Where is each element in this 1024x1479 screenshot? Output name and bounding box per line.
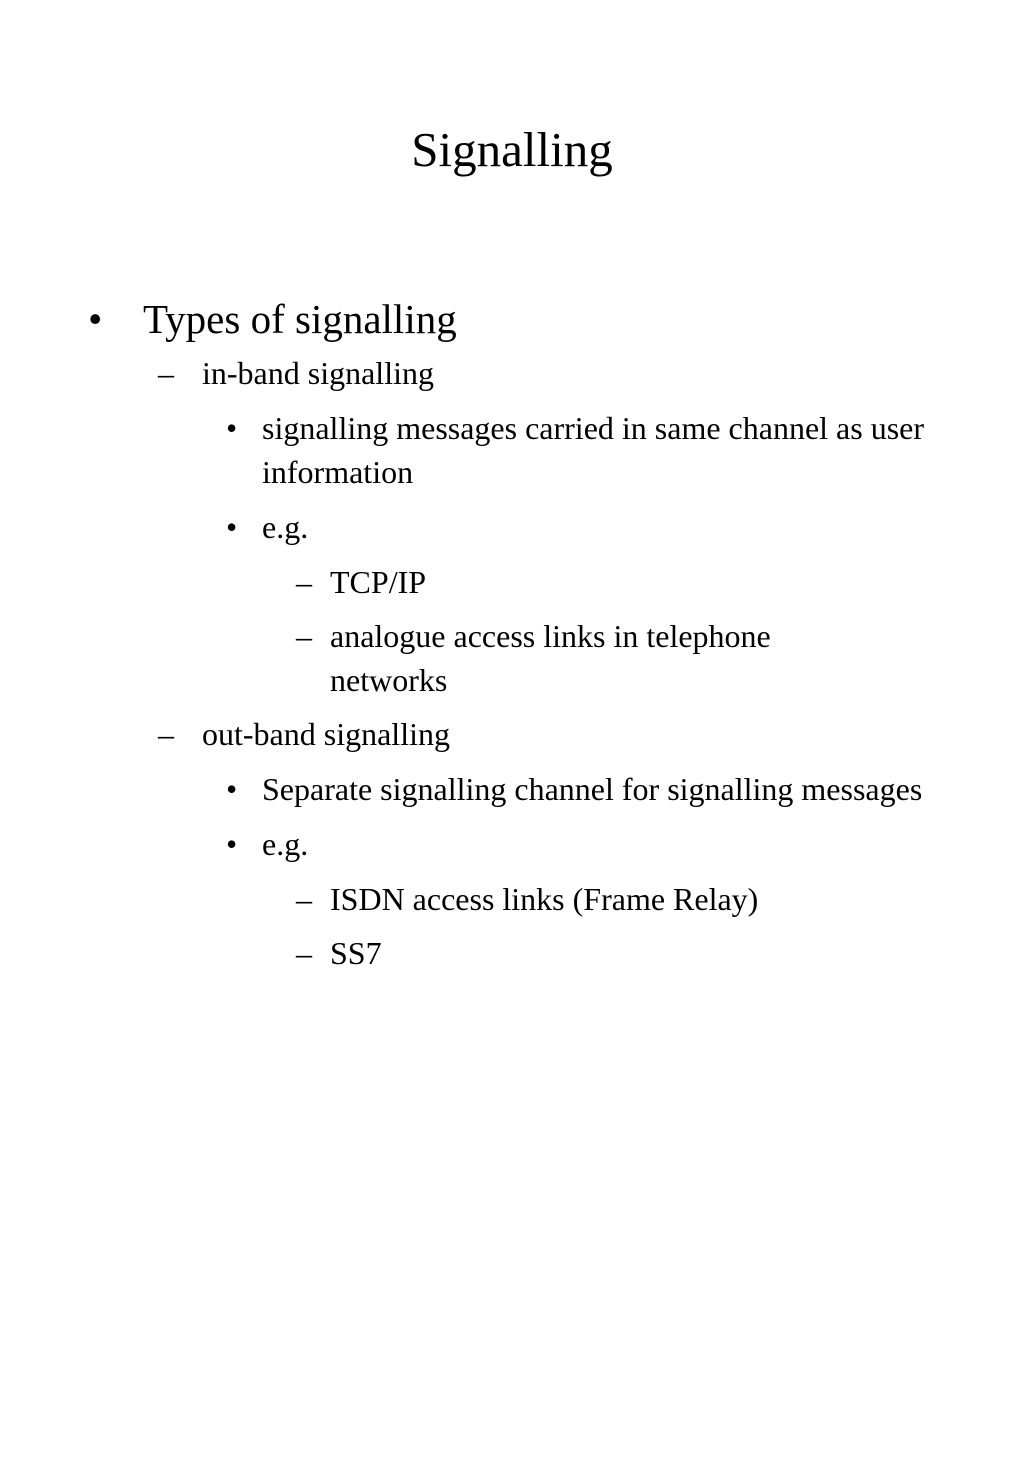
bullet-marker: •	[226, 410, 238, 446]
bullet-outline	[0, 292, 1024, 985]
dash-marker: –	[158, 716, 174, 752]
bullet-marker: •	[88, 296, 103, 342]
example-item	[0, 931, 1024, 975]
bullet-text: signalling messages carried in same channel as user information	[262, 410, 924, 490]
dash-marker: –	[296, 618, 312, 654]
dash-marker: –	[158, 355, 174, 391]
bullet-text: TCP/IP	[330, 564, 427, 600]
bullet-text: analogue access links in telephone networks	[330, 618, 771, 698]
bullet-out-band-eg	[0, 822, 1024, 866]
example-item	[0, 614, 1024, 702]
bullet-text: SS7	[330, 935, 382, 971]
dash-marker: –	[296, 881, 312, 917]
subbullet-in-band	[0, 351, 1024, 395]
bullet-out-band-description	[0, 767, 1024, 811]
dash-marker: –	[296, 564, 312, 600]
bullet-marker: •	[226, 826, 238, 862]
dash-marker: –	[296, 935, 312, 971]
bullet-types-of-signalling	[0, 292, 1024, 346]
bullet-text: ISDN access links (Frame Relay)	[330, 881, 759, 917]
bullet-marker: •	[226, 771, 238, 807]
bullet-in-band-eg	[0, 505, 1024, 549]
bullet-text: Types of signalling	[143, 296, 457, 342]
bullet-text: in-band signalling	[202, 355, 434, 391]
bullet-text: out-band signalling	[202, 716, 450, 752]
slide-title: Signalling	[411, 122, 613, 177]
subbullet-out-band	[0, 712, 1024, 756]
bullet-marker: •	[226, 509, 238, 545]
bullet-text: Separate signalling channel for signalling messages	[262, 771, 923, 807]
bullet-text: e.g.	[262, 509, 309, 545]
example-item	[0, 877, 1024, 921]
example-item	[0, 560, 1024, 604]
bullet-in-band-description	[0, 406, 1024, 494]
bullet-text: e.g.	[262, 826, 309, 862]
